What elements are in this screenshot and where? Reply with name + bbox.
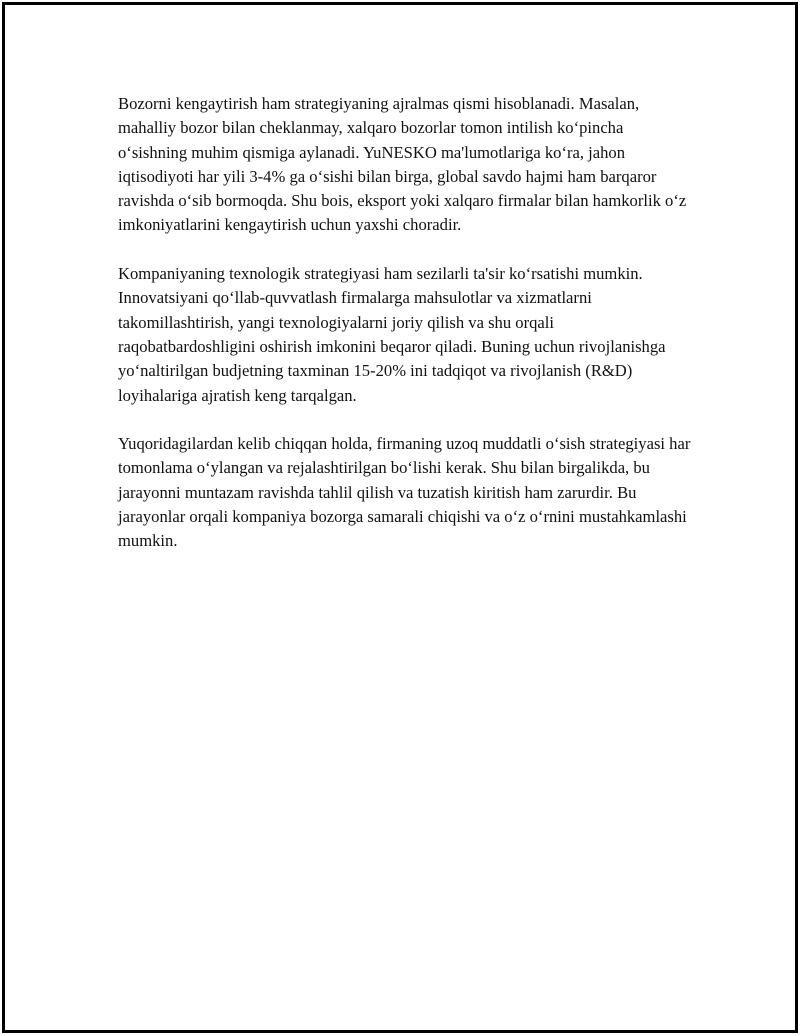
paragraph-technology-strategy: Kompaniyaning texnologik strategiyasi ham sezilarli ta'sir ko‘rsatishi mumkin. Innovatsiyani qo‘llab-quvvatlash firmalarga mahsulotlar va xizmatlarni takomillashtirish, yangi texnologiyalarni joriy qilish va shu orqali raqobatbardoshligini oshirish imkonini beqaror qiladi. Buning uchun rivojlanishga yo‘naltirilgan budjetning taxminan 15-20% ini tadqiqot va rivojlanish (R&D) loyihalariga ajratish keng tarqalgan. <box>118 264 666 405</box>
document-body <box>118 92 693 578</box>
paragraph-conclusion: Yuqoridagilardan kelib chiqqan holda, firmaning uzoq muddatli o‘sish strategiyasi har tomonlama o‘ylangan va rejalashtirilgan bo‘lishi kerak. Shu bilan birgalikda, bu jarayonni muntazam ravishda tahlil qilish va tuzatish kiritish ham zarurdir. Bu jarayonlar orqali kompaniya bozorga samarali chiqishi va o‘z o‘rnini mustahkamlashi mumkin. <box>118 434 691 551</box>
paragraph-market-expansion: Bozorni kengaytirish ham strategiyaning ajralmas qismi hisoblanadi. Masalan, mahalliy bozor bilan cheklanmay, xalqaro bozorlar tomon intilish ko‘pincha o‘sishning muhim qismiga aylanadi. YuNESKO ma'lumotlariga ko‘ra, jahon iqtisodiyoti har yili 3-4% ga o‘sishi bilan birga, global savdo hajmi ham barqaror ravishda o‘sib bormoqda. Shu bois, eksport yoki xalqaro firmalar bilan hamkorlik o‘z imkoniyatlarini kengaytirish uchun yaxshi choradir. <box>118 94 687 235</box>
